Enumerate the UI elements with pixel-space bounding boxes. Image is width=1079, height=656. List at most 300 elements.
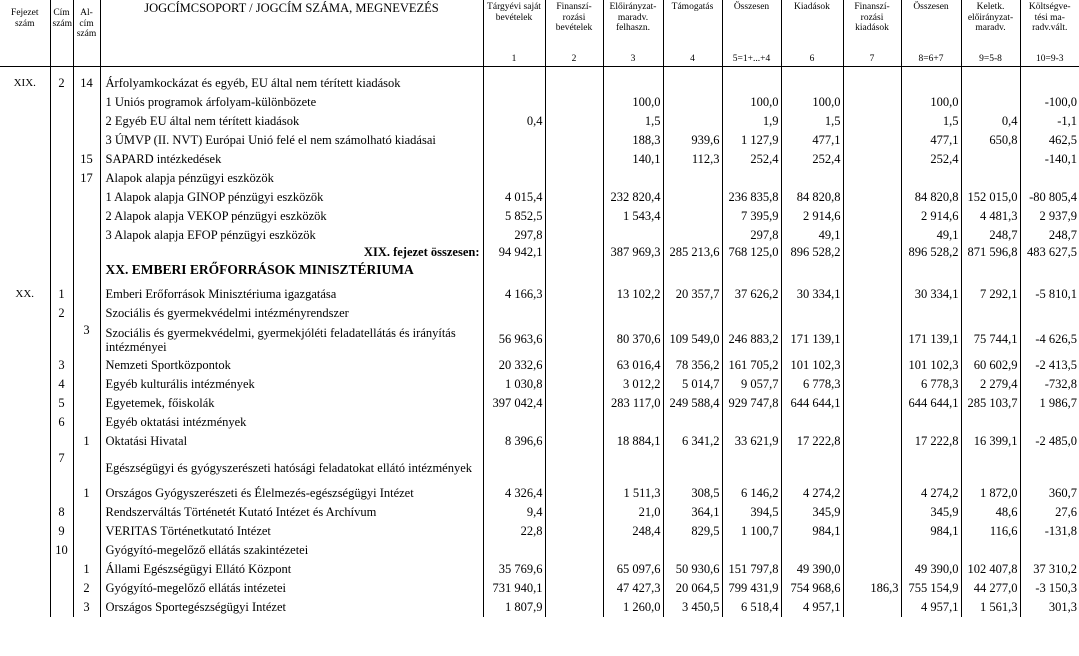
fejezet-cell (0, 356, 50, 375)
table-row (0, 226, 1079, 245)
value-cell: 6 778,3 (901, 375, 961, 394)
value-cell (781, 169, 843, 188)
value-cell: 4 274,2 (781, 484, 843, 503)
alcim-cell (73, 112, 100, 131)
cim-cell (50, 260, 73, 278)
fejezet-cell (0, 560, 50, 579)
value-cell: 394,5 (722, 503, 781, 522)
value-cell: 1,5 (781, 112, 843, 131)
header-col-label: Előirányzat-maradv. felhaszn. (609, 2, 657, 33)
value-cell: 2 279,4 (961, 375, 1020, 394)
table-body (0, 67, 1079, 618)
header-col-8 (901, 0, 961, 67)
value-cell (545, 150, 603, 169)
description-cell: Alapok alapja pénzügyi eszközök (100, 169, 483, 188)
value-cell: 939,6 (663, 131, 722, 150)
chapter-total-label: XIX. fejezet összesen: (100, 245, 483, 260)
cim-cell: 5 (50, 394, 73, 413)
value-cell: 283 117,0 (603, 394, 663, 413)
value-cell (781, 541, 843, 560)
fejezet-cell (0, 394, 50, 413)
value-cell: 112,3 (663, 150, 722, 169)
value-cell: 236 835,8 (722, 188, 781, 207)
cim-cell (50, 484, 73, 503)
spacer-cell (843, 278, 901, 285)
value-cell (545, 356, 603, 375)
cim-cell (50, 112, 73, 131)
spacer-cell (545, 67, 603, 75)
value-cell: 829,5 (663, 522, 722, 541)
value-cell (483, 169, 545, 188)
fejezet-cell (0, 323, 50, 356)
value-cell: 6 146,2 (722, 484, 781, 503)
fejezet-cell (0, 579, 50, 598)
value-cell: 3 450,5 (663, 598, 722, 617)
header-col-number: 2 (571, 53, 577, 64)
value-cell: 397 042,4 (483, 394, 545, 413)
description-cell: Egyetemek, főiskolák (100, 394, 483, 413)
value-cell: -5 810,1 (1020, 285, 1079, 304)
spacer-cell (603, 67, 663, 75)
value-cell: 246 883,2 (722, 323, 781, 356)
value-cell: 1,9 (722, 112, 781, 131)
value-cell (843, 394, 901, 413)
value-cell: 1 260,0 (603, 598, 663, 617)
value-cell (603, 304, 663, 323)
value-cell: 1 511,3 (603, 484, 663, 503)
spacer-cell (781, 67, 843, 75)
description-cell: Nemzeti Sportközpontok (100, 356, 483, 375)
description-cell: 2 Alapok alapja VEKOP pénzügyi eszközök (100, 207, 483, 226)
header-col-9 (961, 0, 1020, 67)
value-cell (843, 226, 901, 245)
value-cell (483, 451, 545, 484)
alcim-cell (73, 541, 100, 560)
value-cell: -1,1 (1020, 112, 1079, 131)
table-row (0, 451, 1079, 484)
value-cell: 20 357,7 (663, 285, 722, 304)
value-cell: 1 543,4 (603, 207, 663, 226)
table-row (0, 413, 1079, 432)
fejezet-cell (0, 207, 50, 226)
description-cell: Gyógyító-megelőző ellátás szakintézetei (100, 541, 483, 560)
value-cell: 3 012,2 (603, 375, 663, 394)
value-cell: 477,1 (781, 131, 843, 150)
value-cell (961, 541, 1020, 560)
table-row (0, 541, 1079, 560)
value-cell (781, 413, 843, 432)
value-cell (545, 375, 603, 394)
cim-cell (50, 150, 73, 169)
value-cell (961, 150, 1020, 169)
value-cell: 249 588,4 (663, 394, 722, 413)
description-cell: Országos Sportegészségügyi Intézet (100, 598, 483, 617)
value-cell: 1,5 (901, 112, 961, 131)
value-cell (961, 413, 1020, 432)
fejezet-cell (0, 432, 50, 451)
header-col-5 (722, 0, 781, 67)
fejezet-cell (0, 503, 50, 522)
value-cell (603, 413, 663, 432)
total-value-cell: 896 528,2 (781, 245, 843, 260)
value-cell (901, 169, 961, 188)
value-cell: -2 413,5 (1020, 356, 1079, 375)
value-cell (603, 260, 663, 278)
spacer-cell (483, 67, 545, 75)
cim-cell: 4 (50, 375, 73, 394)
cim-cell: 10 (50, 541, 73, 560)
header-col-label: Támogatás (671, 2, 714, 12)
table-row (0, 112, 1079, 131)
header-cim: Cím szám (50, 0, 73, 67)
spacer-cell (0, 67, 50, 75)
value-cell: 1 127,9 (722, 131, 781, 150)
value-cell: 63 016,4 (603, 356, 663, 375)
description-cell: Állami Egészségügyi Ellátó Központ (100, 560, 483, 579)
value-cell: 21,0 (603, 503, 663, 522)
value-cell: -4 626,5 (1020, 323, 1079, 356)
description-cell: Egyéb kulturális intézmények (100, 375, 483, 394)
fejezet-cell: XIX. (13, 77, 36, 89)
total-value-cell: 483 627,5 (1020, 245, 1079, 260)
value-cell (961, 169, 1020, 188)
value-cell: 48,6 (961, 503, 1020, 522)
alcim-cell (73, 188, 100, 207)
spacer-cell (483, 278, 545, 285)
value-cell (843, 323, 901, 356)
alcim-cell (73, 260, 100, 278)
value-cell: 17 222,8 (781, 432, 843, 451)
value-cell: 650,8 (961, 131, 1020, 150)
value-cell (545, 522, 603, 541)
value-cell (843, 375, 901, 394)
value-cell: 75 744,1 (961, 323, 1020, 356)
value-cell (663, 260, 722, 278)
value-cell: -80 805,4 (1020, 188, 1079, 207)
value-cell (961, 93, 1020, 112)
cim-cell (50, 598, 73, 617)
alcim-cell: 15 (73, 150, 100, 169)
value-cell (781, 74, 843, 93)
value-cell: 2 914,6 (781, 207, 843, 226)
value-cell: 100,0 (781, 93, 843, 112)
table-row (0, 304, 1079, 323)
table-row (0, 93, 1079, 112)
value-cell: 22,8 (483, 522, 545, 541)
table-row (0, 356, 1079, 375)
header-col-number: 10=9-3 (1035, 53, 1064, 64)
value-cell: 47 427,3 (603, 579, 663, 598)
cim-cell: 2 (50, 74, 73, 93)
value-cell: 2 937,9 (1020, 207, 1079, 226)
value-cell (1020, 413, 1079, 432)
spacer-cell (50, 278, 73, 285)
cim-cell (50, 560, 73, 579)
value-cell: 1 807,9 (483, 598, 545, 617)
header-col-number: 5=1+...+4 (732, 53, 771, 64)
value-cell (663, 93, 722, 112)
value-cell (483, 131, 545, 150)
description-cell: Szociális és gyermekvédelmi intézményrendszer (100, 304, 483, 323)
value-cell (545, 323, 603, 356)
alcim-cell (73, 451, 100, 484)
value-cell: 4 015,4 (483, 188, 545, 207)
value-cell: 60 602,9 (961, 356, 1020, 375)
value-cell: 171 139,1 (781, 323, 843, 356)
value-cell (545, 579, 603, 598)
spacer-cell (901, 278, 961, 285)
value-cell: 7 395,9 (722, 207, 781, 226)
spacer-cell (73, 278, 100, 285)
header-col-number: 6 (809, 53, 815, 64)
cim-cell (50, 131, 73, 150)
value-cell (843, 74, 901, 93)
description-cell: VERITAS Történetkutató Intézet (100, 522, 483, 541)
total-value-cell: 768 125,0 (722, 245, 781, 260)
value-cell (545, 432, 603, 451)
value-cell: 799 431,9 (722, 579, 781, 598)
value-cell (722, 74, 781, 93)
value-cell (961, 260, 1020, 278)
fejezet-cell (0, 375, 50, 394)
value-cell: 49,1 (901, 226, 961, 245)
value-cell: 20 332,6 (483, 356, 545, 375)
description-cell: Gyógyító-megelőző ellátás intézetei (100, 579, 483, 598)
value-cell: 248,7 (961, 226, 1020, 245)
value-cell (545, 598, 603, 617)
value-cell (843, 150, 901, 169)
value-cell (722, 304, 781, 323)
spacer-cell (100, 67, 483, 75)
header-col-label: Költségve-tési ma-radv.vált. (1028, 2, 1071, 33)
alcim-cell: 1 (73, 560, 100, 579)
cim-cell (50, 169, 73, 188)
chapter-total-row (0, 245, 1079, 260)
value-cell: -100,0 (1020, 93, 1079, 112)
value-cell: 4 481,3 (961, 207, 1020, 226)
chapter-title-row (0, 260, 1079, 278)
value-cell (663, 226, 722, 245)
alcim-cell (73, 93, 100, 112)
value-cell: 13 102,2 (603, 285, 663, 304)
fejezet-cell (0, 451, 50, 484)
value-cell: 248,4 (603, 522, 663, 541)
cim-cell (50, 226, 73, 245)
value-cell: 37 626,2 (722, 285, 781, 304)
value-cell (663, 451, 722, 484)
value-cell: 20 064,5 (663, 579, 722, 598)
value-cell (663, 304, 722, 323)
value-cell: 2 914,6 (901, 207, 961, 226)
header-col-number: 8=6+7 (918, 53, 944, 64)
description-cell: Országos Gyógyszerészeti és Élelmezés-egészségügyi Intézet (100, 484, 483, 503)
description-cell: SAPARD intézkedések (100, 150, 483, 169)
table-row (0, 131, 1079, 150)
cim-cell (50, 432, 73, 451)
value-cell: 252,4 (781, 150, 843, 169)
header-col-label: Finanszí-rozási bevételek (555, 2, 593, 33)
value-cell (545, 304, 603, 323)
value-cell: 18 884,1 (603, 432, 663, 451)
header-col-number: 3 (630, 53, 636, 64)
fejezet-cell (0, 226, 50, 245)
value-cell (545, 503, 603, 522)
table-row (0, 323, 1079, 356)
table-row (0, 503, 1079, 522)
value-cell (843, 131, 901, 150)
header-col-10 (1020, 0, 1079, 67)
spacer-cell (603, 278, 663, 285)
header-col-label: Összesen (733, 2, 770, 12)
header-row (0, 0, 1079, 67)
value-cell (843, 413, 901, 432)
value-cell (545, 451, 603, 484)
value-cell: 477,1 (901, 131, 961, 150)
total-value-cell: 896 528,2 (901, 245, 961, 260)
value-cell: 984,1 (781, 522, 843, 541)
description-cell: 2 Egyéb EU által nem térített kiadások (100, 112, 483, 131)
alcim-cell: 14 (73, 74, 100, 93)
value-cell: 65 097,6 (603, 560, 663, 579)
cim-cell: 8 (50, 503, 73, 522)
spacer-row (0, 67, 1079, 75)
cim-cell: 2 (50, 304, 73, 323)
value-cell (722, 413, 781, 432)
value-cell: 101 102,3 (781, 356, 843, 375)
description-cell: Emberi Erőforrások Minisztériuma igazgatása (100, 285, 483, 304)
value-cell: 6 518,4 (722, 598, 781, 617)
value-cell (603, 169, 663, 188)
alcim-cell (73, 226, 100, 245)
value-cell: -2 485,0 (1020, 432, 1079, 451)
value-cell: 49 390,0 (901, 560, 961, 579)
value-cell: 1 030,8 (483, 375, 545, 394)
value-cell: 0,4 (483, 112, 545, 131)
table-row (0, 150, 1079, 169)
value-cell: 5 852,5 (483, 207, 545, 226)
table-row (0, 560, 1079, 579)
value-cell (483, 74, 545, 93)
value-cell: 4 326,4 (483, 484, 545, 503)
cim-cell (50, 93, 73, 112)
value-cell: 6 341,2 (663, 432, 722, 451)
cim-cell: 7 (50, 451, 73, 484)
table-row (0, 598, 1079, 617)
value-cell: 929 747,8 (722, 394, 781, 413)
value-cell: 78 356,2 (663, 356, 722, 375)
value-cell (545, 285, 603, 304)
value-cell (483, 541, 545, 560)
cim-cell (50, 207, 73, 226)
header-col-number: 7 (869, 53, 875, 64)
total-value-cell: 387 969,3 (603, 245, 663, 260)
spacer-cell (0, 278, 50, 285)
spacer-cell (781, 278, 843, 285)
value-cell (663, 74, 722, 93)
value-cell (545, 413, 603, 432)
value-cell (901, 413, 961, 432)
value-cell (843, 522, 901, 541)
header-col-label: Kiadások (794, 2, 830, 12)
value-cell (663, 207, 722, 226)
value-cell: 84 820,8 (781, 188, 843, 207)
header-col-label: Finanszí-rozási kiadások (854, 2, 890, 33)
fejezet-cell (0, 541, 50, 560)
value-cell (545, 93, 603, 112)
value-cell: 30 334,1 (901, 285, 961, 304)
value-cell (603, 74, 663, 93)
value-cell (663, 541, 722, 560)
spacer-cell (961, 278, 1020, 285)
fejezet-cell (0, 245, 50, 260)
spacer-cell (961, 67, 1020, 75)
cim-cell: 9 (50, 522, 73, 541)
value-cell (781, 260, 843, 278)
value-cell (603, 541, 663, 560)
spacer-cell (545, 278, 603, 285)
table-row (0, 169, 1079, 188)
alcim-cell: 3 (73, 598, 100, 617)
alcim-cell: 2 (73, 579, 100, 598)
value-cell: 30 334,1 (781, 285, 843, 304)
value-cell: 9 057,7 (722, 375, 781, 394)
table-row (0, 394, 1079, 413)
value-cell: 102 407,8 (961, 560, 1020, 579)
value-cell (663, 188, 722, 207)
value-cell (483, 150, 545, 169)
header-col-2 (545, 0, 603, 67)
value-cell: 248,7 (1020, 226, 1079, 245)
value-cell (843, 260, 901, 278)
cim-cell (50, 323, 73, 356)
value-cell (843, 503, 901, 522)
value-cell (545, 560, 603, 579)
alcim-cell (73, 394, 100, 413)
value-cell: 297,8 (722, 226, 781, 245)
value-cell (843, 207, 901, 226)
value-cell (901, 541, 961, 560)
value-cell: 1 561,3 (961, 598, 1020, 617)
table-row (0, 579, 1079, 598)
value-cell: 8 396,6 (483, 432, 545, 451)
value-cell (901, 260, 961, 278)
cim-cell (50, 245, 73, 260)
value-cell (722, 169, 781, 188)
description-cell: 1 Alapok alapja GINOP pénzügyi eszközök (100, 188, 483, 207)
value-cell: 80 370,6 (603, 323, 663, 356)
value-cell (483, 260, 545, 278)
value-cell: 364,1 (663, 503, 722, 522)
value-cell: 755 154,9 (901, 579, 961, 598)
value-cell (545, 207, 603, 226)
spacer-row (0, 278, 1079, 285)
value-cell (722, 260, 781, 278)
value-cell: 56 963,6 (483, 323, 545, 356)
value-cell (901, 451, 961, 484)
header-col-label: Összesen (913, 2, 949, 12)
spacer-cell (663, 67, 722, 75)
table-row (0, 375, 1079, 394)
description-cell: 1 Uniós programok árfolyam-különbözete (100, 93, 483, 112)
description-cell: Rendszerváltás Történetét Kutató Intézet és Archívum (100, 503, 483, 522)
fejezet-cell (0, 413, 50, 432)
value-cell (1020, 74, 1079, 93)
value-cell: 116,6 (961, 522, 1020, 541)
description-cell: 3 Alapok alapja EFOP pénzügyi eszközök (100, 226, 483, 245)
value-cell (603, 226, 663, 245)
value-cell: 49 390,0 (781, 560, 843, 579)
value-cell (961, 74, 1020, 93)
